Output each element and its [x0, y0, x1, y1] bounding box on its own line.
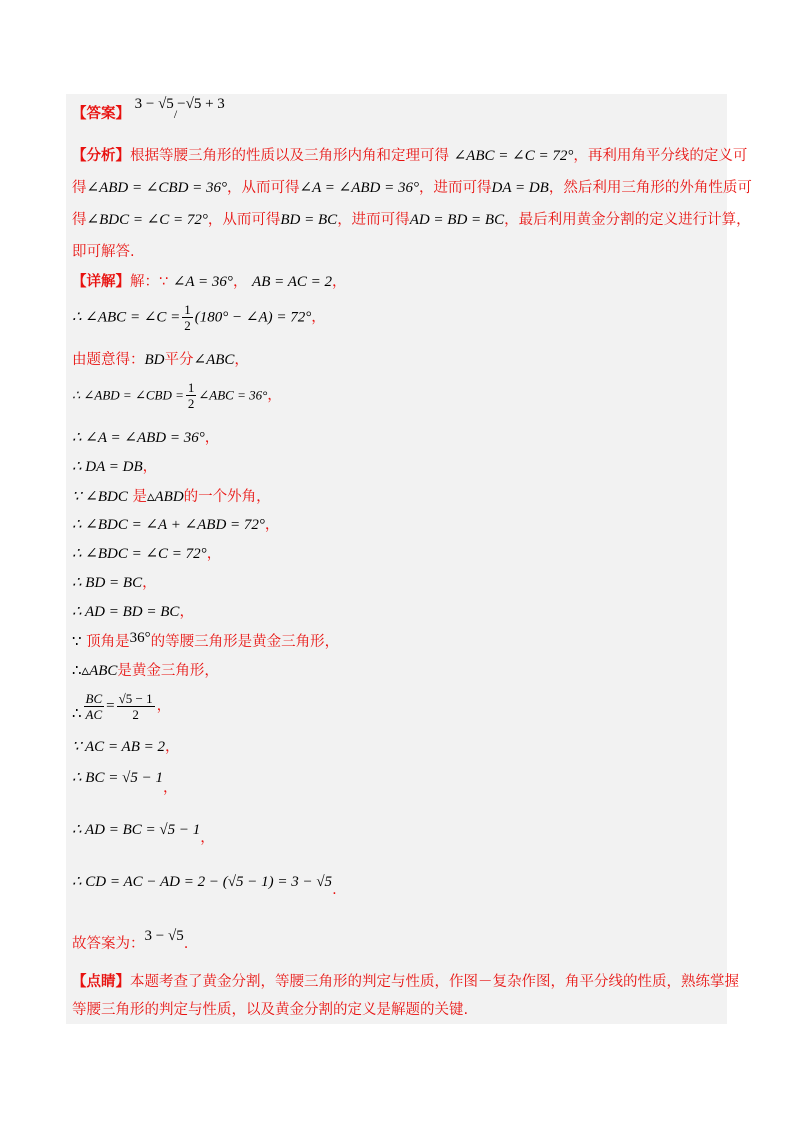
detail-formula: ∴ ∠BDC = ∠C = 72° [72, 546, 207, 562]
conclusion-line [72, 926, 189, 952]
detail-text: ， [311, 309, 326, 326]
analysis-text: ，最后利用黄金分割的定义进行计算， [504, 212, 751, 228]
detail-formula: ∠A = 36° [172, 274, 233, 290]
detail-formula: ∴ AD = BC = √5 − 1 [72, 822, 201, 838]
analysis-text: 即可解答. [72, 244, 135, 260]
comment-tag: 【点睛】 [72, 974, 130, 990]
detail-line-9 [72, 544, 221, 564]
analysis-text: ，进而可得 [418, 180, 492, 196]
detail-text: ， [204, 430, 220, 446]
analysis-text: 得 [72, 212, 87, 228]
numerator: √5 − 1 [118, 690, 153, 706]
detail-line-2 [72, 302, 326, 333]
detail-text: ， [206, 546, 222, 562]
detail-formula: (180° − ∠A) = 72° [194, 309, 312, 326]
analysis-text: ，然后利用三角形的外角性质可 [548, 180, 752, 196]
detail-text: ， [234, 352, 249, 368]
conclusion-text: 故答案为： [72, 936, 145, 952]
detail-formula: ∵ AC = AB = 2 [72, 739, 165, 755]
numerator: 1 [184, 302, 191, 317]
comment-text: 本题考查了黄金分割，等腰三角形的判定与性质，作图－复杂作图，角平分线的性质，熟练掌握 [130, 974, 739, 990]
detail-formula: AB = AC = 2 [252, 274, 333, 290]
detail-formula: 36° [129, 630, 151, 646]
detail-text: ， [232, 274, 248, 290]
analysis-formula: BD = BC [280, 212, 338, 228]
detail-text: ， [264, 517, 280, 533]
fraction [182, 302, 193, 333]
detail-formula: = [106, 698, 115, 714]
detail-line-3 [72, 350, 249, 370]
detail-text: 是黄金三角形， [117, 663, 219, 679]
conclusion-formula: 3 − √5 [144, 928, 184, 944]
denominator: 2 [184, 318, 191, 333]
detail-text: ， [162, 780, 178, 796]
answer-separator: / [173, 107, 178, 121]
detail-formula: ∴ BD = BC [72, 575, 143, 591]
detail-formula: ∴ AD = BD = BC [72, 604, 180, 620]
detail-line-5 [72, 428, 219, 448]
detail-formula: ▵ABD [146, 489, 184, 505]
detail-line-8 [72, 515, 279, 535]
detail-formula: ∵ [72, 634, 82, 650]
analysis-text: ，进而可得 [337, 212, 410, 228]
analysis-text: 得 [72, 180, 87, 196]
detail-line-15 [72, 737, 180, 757]
analysis-formula: AD = BD = BC [409, 212, 505, 228]
detail-text: ， [142, 459, 158, 475]
detail-line-1 [72, 272, 347, 292]
detail-text: ， [332, 274, 347, 290]
analysis-tag: 【分析】 [72, 148, 130, 164]
detail-text: ， [200, 830, 215, 846]
detail-formula: BD [144, 352, 165, 368]
detail-formula: ▵ABC [81, 663, 118, 679]
detail-text: . [332, 882, 337, 898]
detail-line-6 [72, 457, 157, 477]
detail-formula: ∴ [72, 706, 82, 722]
detail-formula: ∴ ∠A = ∠ABD = 36° [72, 430, 205, 446]
detail-formula: ∴ ∠ABD = ∠CBD = [72, 387, 184, 403]
detail-line-16 [72, 768, 178, 796]
detail-text: ， [179, 604, 194, 620]
analysis-line-2 [72, 178, 752, 198]
analysis-text: ，从而可得 [207, 212, 281, 228]
denominator: AC [85, 706, 103, 722]
denominator: 2 [187, 396, 195, 411]
analysis-text: ，再利用角平分线的定义可 [573, 148, 748, 164]
analysis-line-4 [72, 242, 135, 262]
detail-formula: ∴ CD = AC − AD = 2 − (√5 − 1) = 3 − √5 [72, 874, 333, 890]
detail-line-18 [72, 872, 337, 898]
fraction [84, 691, 105, 722]
comment-text: 等腰三角形的判定与性质，以及黄金分割的定义是解题的关键. [72, 1002, 469, 1018]
comment-line-1 [72, 972, 739, 992]
detail-line-13 [72, 661, 219, 681]
detail-text: 解：∵ [130, 274, 169, 290]
analysis-formula: DA = DB [491, 180, 549, 196]
analysis-formula: ∠ABD = ∠CBD = 36° [86, 180, 228, 196]
detail-formula: ∠ABC = 36° [198, 387, 268, 403]
detail-line-17 [72, 820, 215, 846]
detail-formula: ∴ DA = DB [72, 459, 143, 475]
detail-formula: ∴ [72, 663, 82, 679]
answer-value-2: −√5 + 3 [177, 96, 225, 112]
detail-line-12 [72, 632, 339, 652]
detail-text: ， [267, 387, 282, 404]
fraction [117, 691, 155, 722]
detail-formula: ∠ABC [193, 352, 235, 368]
analysis-text: ，从而可得 [227, 180, 300, 196]
analysis-text: 根据等腰三角形的性质以及三角形内角和定理可得 [130, 148, 449, 164]
analysis-line-1 [72, 146, 747, 166]
fraction [186, 380, 197, 411]
detail-formula: ∴ ∠BDC = ∠A + ∠ABD = 72° [72, 517, 265, 533]
detail-line-7 [72, 487, 271, 507]
detail-text: 由题意得： [72, 352, 145, 368]
detail-tag: 【详解】 [72, 274, 130, 290]
conclusion-text: . [183, 936, 189, 952]
answer-tag: 【答案】 [72, 106, 130, 122]
detail-formula: ∴ BC = √5 − 1 [72, 770, 163, 786]
analysis-formula: ∠ABC = ∠C = 72° [453, 148, 574, 164]
detail-text: ， [165, 739, 180, 755]
detail-formula: ∵ ∠BDC [72, 489, 128, 505]
detail-formula: ∴ ∠ABC = ∠C = [72, 309, 181, 326]
detail-text: 的等腰三角形是黄金三角形， [150, 634, 340, 650]
answer-line [72, 96, 225, 124]
analysis-line-3 [72, 210, 751, 230]
denominator: 2 [132, 706, 139, 722]
detail-line-14 [72, 690, 171, 722]
detail-text: 的一个外角， [183, 489, 271, 505]
detail-text: 平分 [164, 352, 194, 368]
detail-text: ， [142, 575, 157, 591]
comment-line-2 [72, 1000, 468, 1020]
detail-line-10 [72, 573, 157, 593]
detail-line-4 [72, 380, 282, 411]
detail-text: ， [156, 698, 172, 714]
detail-text: 是 [132, 489, 147, 505]
detail-line-11 [72, 602, 194, 622]
detail-text: 顶角是 [86, 634, 130, 650]
numerator: BC [85, 690, 103, 706]
answer-value-1: 3 − √5 [134, 96, 174, 112]
numerator: 1 [187, 380, 195, 395]
analysis-formula: ∠BDC = ∠C = 72° [86, 212, 208, 228]
analysis-formula: ∠A = ∠ABD = 36° [299, 180, 419, 196]
